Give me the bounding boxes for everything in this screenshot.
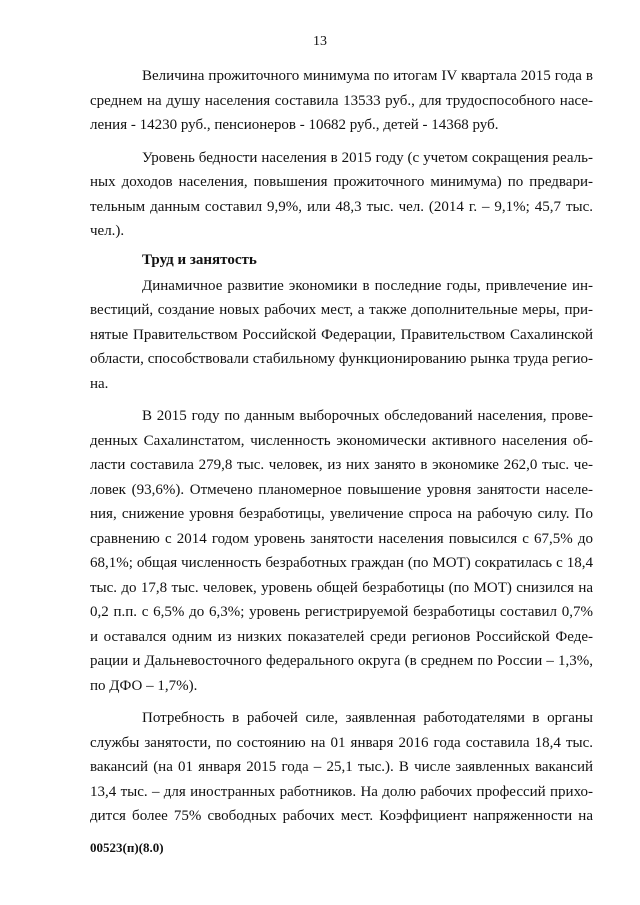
text-line: ласти составила 279,8 тыс. человек, из них занято в экономике 262,0 тыс. че- bbox=[90, 457, 593, 473]
text-line: службы занятости, по состоянию на 01 января 2016 года составила 18,4 тыс. bbox=[90, 734, 593, 751]
page-number: 13 bbox=[313, 34, 327, 49]
text-line: ления - 14230 руб., пенсионеров - 10682 руб., детей - 14368 руб. bbox=[90, 117, 499, 133]
text-line: ных доходов населения, повышения прожиточного минимума) по предвари- bbox=[90, 174, 593, 190]
text-line: рации и Дальневосточного федерального округа (в среднем по России – 1,3%, bbox=[90, 653, 593, 669]
text-line: среднем на душу населения составила 13533 руб., для трудоспособного насе- bbox=[90, 92, 593, 109]
text-line: и оставался одним из низких показателей среди регионов Российской Феде- bbox=[90, 628, 593, 645]
text-line: Уровень бедности населения в 2015 году (с учетом сокращения реаль- bbox=[142, 149, 593, 166]
text-line: денных Сахалинстатом, численность экономически активного населения об- bbox=[90, 432, 593, 449]
text-line: дится более 75% свободных рабочих мест. Коэффициент напряженности на bbox=[90, 808, 593, 824]
text-line: ловек (93,6%). Отмечено планомерное повышение уровня занятости населе- bbox=[90, 481, 593, 498]
paragraph-economy-development bbox=[90, 274, 593, 397]
text-line: Динамичное развитие экономики в последние годы, привлечение ин- bbox=[142, 277, 593, 294]
paragraph-spacer bbox=[90, 396, 593, 404]
paragraph-labor-demand bbox=[90, 706, 593, 829]
paragraph-subsistence-minimum bbox=[90, 64, 593, 138]
text-line: ния, снижение уровня безработицы, увеличение спроса на рабочую силу. По bbox=[90, 506, 593, 522]
text-line: тыс. до 17,8 тыс. человек, уровень общей безработицы (по МОТ) снизился на bbox=[90, 579, 593, 596]
paragraph-employment-statistics bbox=[90, 404, 593, 698]
text-line: 0,2 п.п. с 6,5% до 6,3%; уровень регистрируемой безработицы составил 0,7% bbox=[90, 604, 593, 620]
text-line: по ДФО – 1,7%). bbox=[90, 677, 198, 694]
text-line: нятые Правительством Российской Федерации, Правительством Сахалинской bbox=[90, 326, 593, 343]
text-line: вестиций, создание новых рабочих мест, а также дополнительные меры, при- bbox=[90, 302, 593, 318]
text-line: области, способствовали стабильному функционированию рынка труда регио- bbox=[90, 351, 593, 367]
text-line: вакансий (на 01 января 2015 года – 25,1 тыс.). В числе заявленных вакансий bbox=[90, 759, 593, 775]
text-line: чел.). bbox=[90, 223, 125, 239]
text-line: Величина прожиточного минимума по итогам IV квартала 2015 года в bbox=[142, 68, 593, 84]
text-line: на. bbox=[90, 375, 109, 392]
text-line: тельным данным составил 9,9%, или 48,3 тыс. чел. (2014 г. – 9,1%; 45,7 тыс. bbox=[90, 198, 593, 215]
page-content bbox=[90, 64, 593, 829]
text-line: Потребность в рабочей силе, заявленная работодателями в органы bbox=[142, 710, 593, 726]
text-line: 68,1%; общая численность безработных граждан (по МОТ) сократилась с 18,4 bbox=[90, 555, 593, 571]
section-heading: Труд и занятость bbox=[142, 251, 257, 268]
text-line: 13,4 тыс. – для иностранных работников. На долю рабочих профессий прихо- bbox=[90, 783, 593, 800]
document-code: 00523(п)(8.0) bbox=[90, 840, 164, 855]
paragraph-poverty-level bbox=[90, 146, 593, 244]
paragraph-spacer bbox=[90, 138, 593, 146]
text-line: В 2015 году по данным выборочных обследований населения, прове- bbox=[142, 408, 593, 424]
paragraph-spacer bbox=[90, 698, 593, 706]
text-line: сравнению с 2014 годом уровень занятости населения повысился с 67,5% до bbox=[90, 530, 593, 547]
